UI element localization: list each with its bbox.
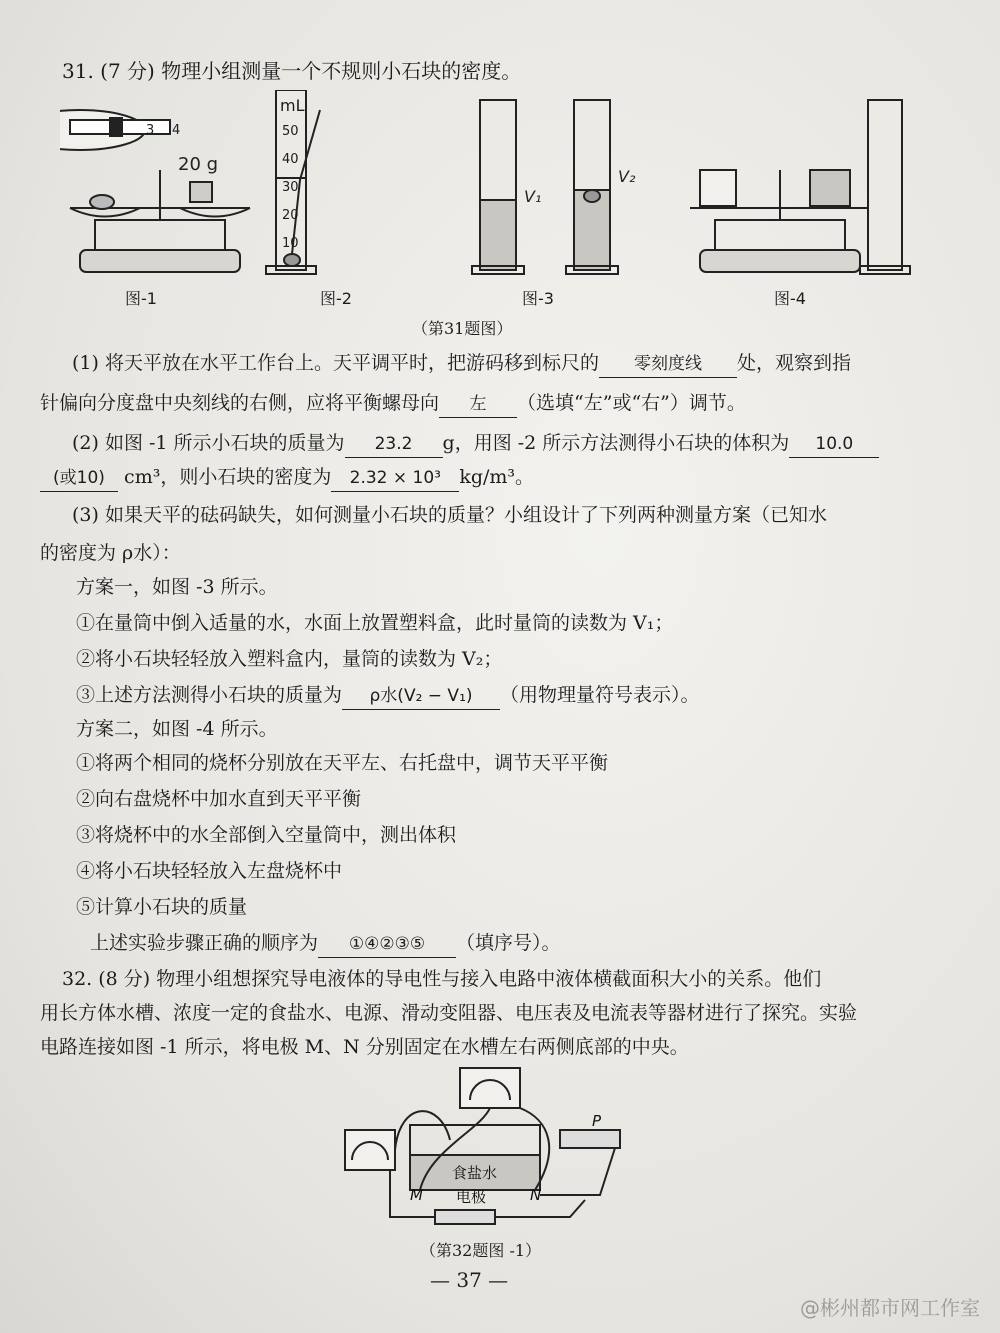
q32-circuit-figure — [330, 1060, 640, 1235]
balance-figure-4 — [690, 170, 870, 272]
plan2-order: 上述实验步骤正确的顺序为 ①④②③⑤ （填序号）。 — [90, 930, 561, 958]
q31-p1-line1: (1) 将天平放在水平工作台上。天平调平时，把游码移到标尺的 零刻度线 处，观察到指 — [72, 350, 851, 378]
plan2-step1: ①将两个相同的烧杯分别放在天平左、右托盘中，调节天平平衡 — [76, 752, 609, 774]
rider-scale-4: 4 — [172, 123, 181, 138]
saltwater-label: 食盐水 — [452, 1164, 498, 1182]
answer-order: ①④②③⑤ — [318, 931, 456, 958]
plan2-step2: ②向右盘烧杯中加水直到天平平衡 — [76, 788, 362, 810]
cylinder-figure-3 — [472, 100, 618, 274]
q32-line3: 电路连接如图 -1 所示，将电极 M、N 分别固定在水槽左右两侧底部的中央。 — [40, 1036, 689, 1058]
q31-p3-line1: (3) 如果天平的砝码缺失，如何测量小石块的质量？小组设计了下列两种测量方案（已知水 — [72, 504, 827, 526]
fig-label-4: 图-4 — [774, 289, 806, 308]
q31-fig-caption: （第31题图） — [412, 319, 513, 338]
cylinder-figure-4 — [860, 100, 910, 274]
plan2-step4: ④将小石块轻轻放入左盘烧杯中 — [76, 860, 343, 882]
tick-50: 50 — [282, 124, 299, 139]
weibo-watermark: @彬州都市网工作室 — [800, 1296, 980, 1320]
electrode-m-label: M — [410, 1186, 423, 1204]
cylinder-unit-label: mL — [280, 96, 305, 115]
answer-volume: 10.0 — [789, 431, 879, 458]
plan2-heading: 方案二，如图 -4 所示。 — [76, 718, 278, 740]
plan1-step3: ③上述方法测得小石块的质量为 ρ水(V₂ − V₁) （用物理量符号表示）。 — [76, 682, 700, 710]
fig-label-3: 图-3 — [522, 289, 554, 308]
answer-volume-alt: (或10) — [40, 465, 118, 492]
slider-p-label: P — [592, 1112, 602, 1130]
page-number: — 37 — — [430, 1268, 509, 1292]
q31-p1-line2: 针偏向分度盘中央刻线的右侧，应将平衡螺母向 左 （选填“左”或“右”）调节。 — [40, 390, 746, 418]
tick-20: 20 — [282, 208, 299, 223]
answer-left: 左 — [439, 391, 517, 418]
q32-fig-caption: （第32题图 -1） — [420, 1241, 542, 1260]
q31-p2-line1: (2) 如图 -1 所示小石块的质量为 23.2 g，用图 -2 所示方法测得小石块的体积为 10.0 — [72, 430, 879, 458]
v1-label: V₁ — [524, 187, 542, 206]
q32-line2: 用长方体水槽、浓度一定的食盐水、电源、滑动变阻器、电压表及电流表等器材进行了探究。实验 — [40, 1002, 858, 1024]
q31-p3-line2: 的密度为 ρ水）： — [40, 542, 181, 564]
electrode-label: 电极 — [456, 1188, 487, 1206]
tick-40: 40 — [282, 152, 299, 167]
answer-mass: 23.2 — [345, 431, 443, 458]
plan2-step5: ⑤计算小石块的质量 — [76, 896, 248, 918]
fig-label-1: 图-1 — [125, 289, 157, 308]
q32-line1: 32. (8 分) 物理小组想探究导电液体的导电性与接入电路中液体横截面积大小的关系。他们 — [62, 968, 822, 990]
tick-10: 10 — [282, 236, 299, 251]
answer-mass-formula: ρ水(V₂ − V₁) — [342, 683, 500, 710]
tick-30: 30 — [282, 180, 299, 195]
rider-scale-2: 2 — [108, 123, 117, 138]
q31-title: 31. (7 分) 物理小组测量一个不规则小石块的密度。 — [62, 59, 522, 83]
answer-density: 2.32 × 10³ — [331, 465, 459, 492]
fig-label-2: 图-2 — [320, 289, 352, 308]
v2-label: V₂ — [618, 167, 636, 186]
q31-p2-line2: (或10) cm³，则小石块的密度为 2.32 × 10³ kg/m³。 — [40, 464, 534, 492]
balance-figure-1 — [60, 110, 250, 272]
plan1-step2: ②将小石块轻轻放入塑料盒内，量筒的读数为 V₂； — [76, 648, 503, 670]
electrode-n-label: N — [530, 1186, 542, 1204]
answer-zero-mark: 零刻度线 — [599, 351, 737, 378]
plan1-step1: ①在量筒中倒入适量的水，水面上放置塑料盒，此时量筒的读数为 V₁； — [76, 612, 674, 634]
weight-20g-label: 20 g — [178, 154, 219, 175]
rider-scale-3: 3 — [146, 123, 155, 138]
plan1-heading: 方案一，如图 -3 所示。 — [76, 576, 278, 598]
plan2-step3: ③将烧杯中的水全部倒入空量筒中，测出体积 — [76, 824, 457, 846]
